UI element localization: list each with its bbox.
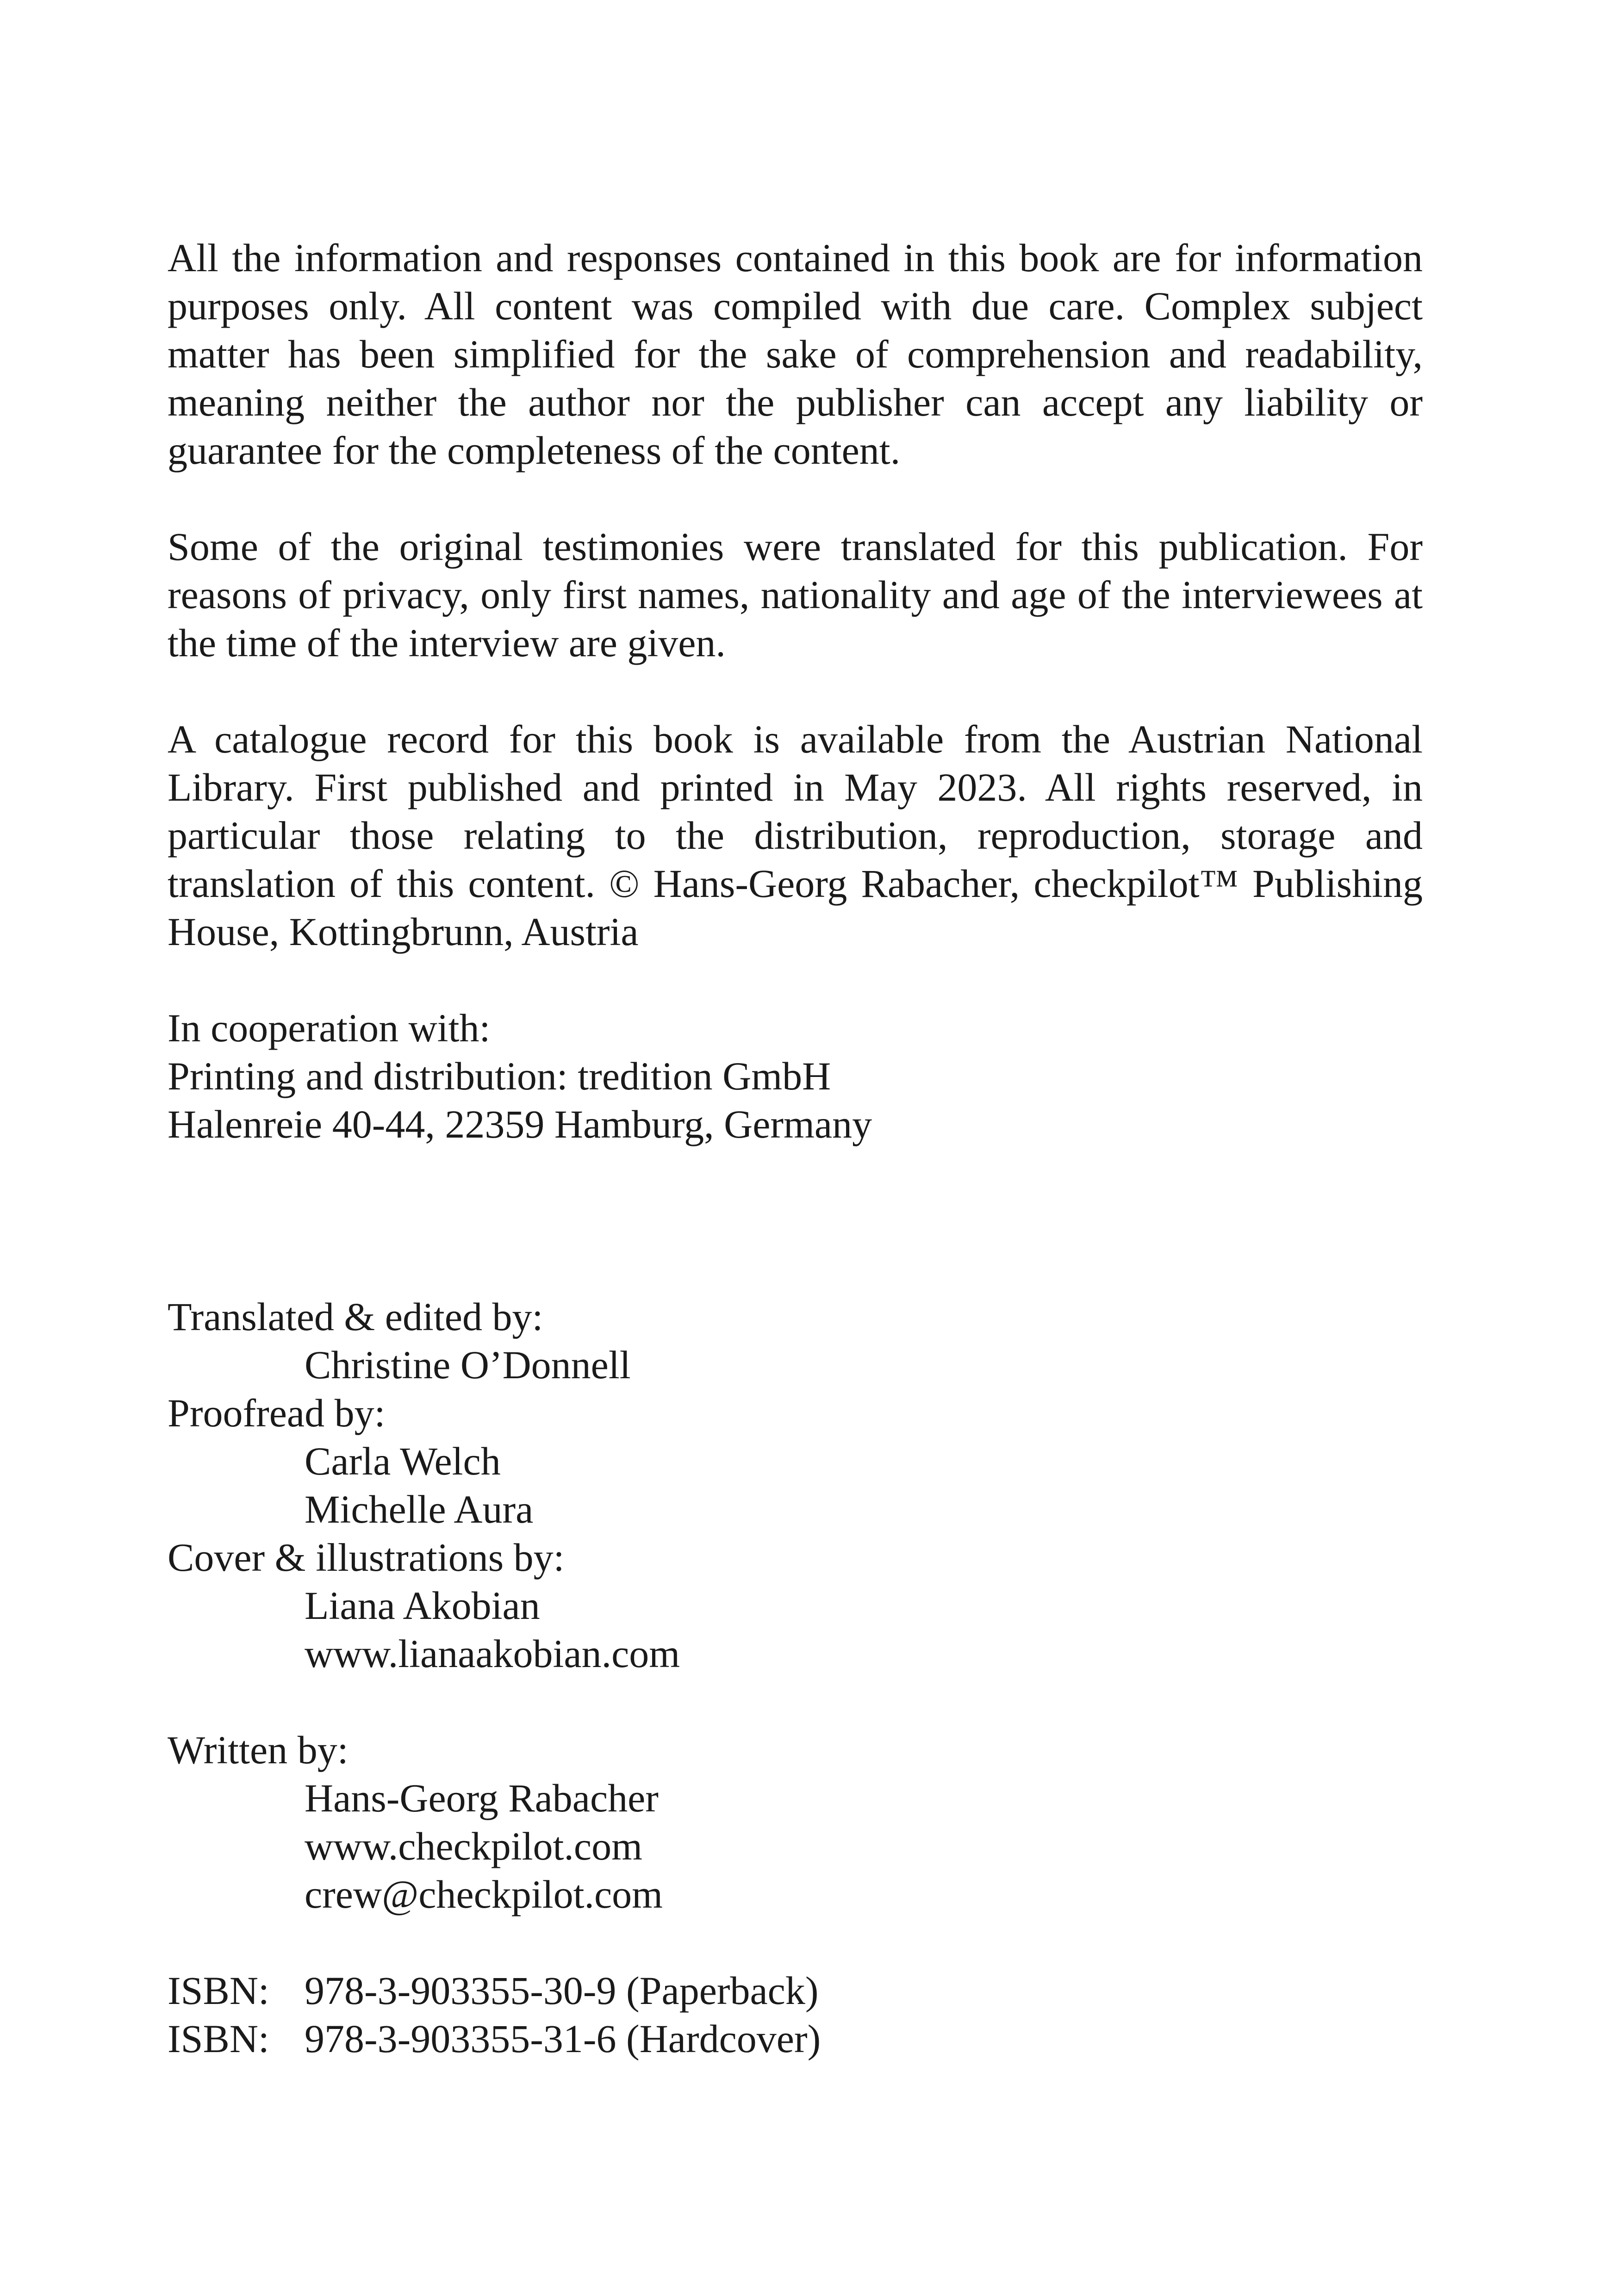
credits-block — [168, 1293, 1423, 1678]
disclaimer-paragraph: All the information and responses contained in this book are for information purposes only. All content was compiled with due care. Complex subject matter has been simplified for the sake of comprehension and readability, meaning neither the author nor the publisher can accept any liability or guarantee for the completeness of the content. — [168, 236, 1423, 473]
translator-name: Christine O’Donnell — [305, 1343, 631, 1387]
cooperation-printer: Printing and distribution: tredition GmbH — [168, 1054, 831, 1098]
isbn-row — [168, 1966, 1423, 2015]
illustrator-name: Liana Akobian — [305, 1583, 540, 1628]
copyright-page — [168, 234, 1423, 2063]
written-by-label: Written by: — [168, 1728, 348, 1772]
illustrator-website: www.lianaakobian.com — [305, 1631, 680, 1676]
translated-label: Translated & edited by: — [168, 1294, 543, 1339]
isbn-block — [168, 1966, 1423, 2063]
proofreader-name: Carla Welch — [305, 1439, 501, 1483]
catalogue-rights-paragraph: A catalogue record for this book is available from the Austrian National Library. First published and printed in May 2023. All rights reserved, in particular those relating to the distribution, reproduction, storage and translation of this content. © Hans-Georg Rabacher, checkpilot™ Publishing House, Kottingbrunn, Austria — [168, 717, 1423, 954]
isbn-label: ISBN: — [168, 1968, 269, 2013]
cooperation-block — [168, 1004, 1423, 1148]
cover-label: Cover & illustrations by: — [168, 1535, 565, 1580]
author-website: www.checkpilot.com — [305, 1824, 642, 1868]
author-email: crew@checkpilot.com — [305, 1872, 663, 1916]
translation-note-paragraph: Some of the original testimonies were translated for this publication. For reasons of privacy, only first names, nationality and age of the interviewees at the time of the interview are given. — [168, 524, 1423, 665]
proofreader-name: Michelle Aura — [305, 1487, 534, 1531]
isbn-value: 978-3-903355-30-9 (Paperback) — [305, 1968, 819, 2013]
proofread-label: Proofread by: — [168, 1391, 386, 1435]
cooperation-heading: In cooperation with: — [168, 1006, 491, 1050]
isbn-row — [168, 2015, 1423, 2063]
author-block — [168, 1726, 1423, 1918]
cooperation-address: Halenreie 40-44, 22359 Hamburg, Germany — [168, 1102, 872, 1146]
isbn-label: ISBN: — [168, 2016, 269, 2061]
author-name: Hans-Georg Rabacher — [305, 1776, 659, 1820]
isbn-value: 978-3-903355-31-6 (Hardcover) — [305, 2016, 821, 2061]
